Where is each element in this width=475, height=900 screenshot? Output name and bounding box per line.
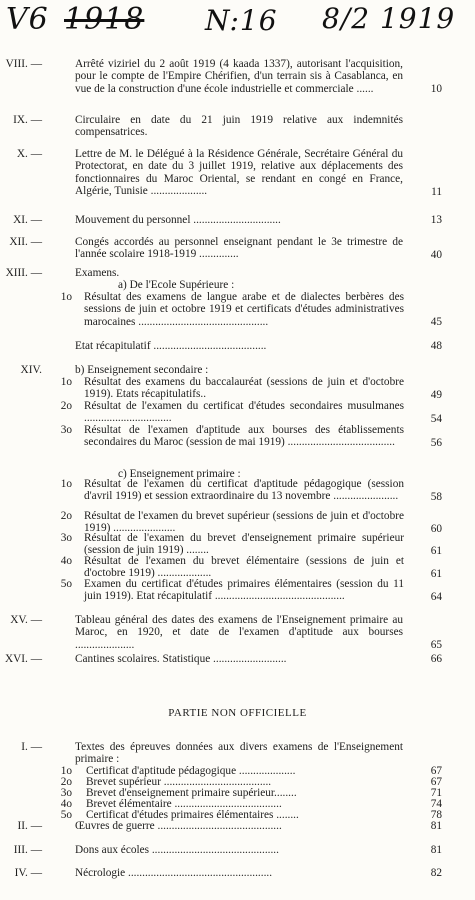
entry-text: Résultat des examens de langue arabe et de dialectes berbères des sessions de juin et octobre 1919 et certificats d'études administratives marocaines .............................................. bbox=[84, 291, 404, 328]
entry-number: XIV. bbox=[20, 364, 42, 376]
entry-text: Résultat de l'examen du brevet d'enseignement primaire supérieur (session de juin 1919) ........ bbox=[84, 532, 404, 557]
entry-page-number: 45 bbox=[430, 316, 442, 328]
entry-number: VIII. — bbox=[5, 58, 42, 70]
entry-page-number: 81 bbox=[430, 820, 442, 832]
entry-text: Résultat de l'examen du brevet élémentaire (sessions de juin et d'octobre 1919) ................... bbox=[84, 555, 404, 580]
entry-number: X. — bbox=[16, 148, 42, 160]
entry-page-number: 74 bbox=[430, 798, 442, 810]
entry-number: 4o bbox=[60, 555, 72, 567]
entry-page-number: 61 bbox=[430, 568, 442, 580]
entry-page-number: 10 bbox=[430, 83, 442, 95]
entry-text: c) Enseignement primaire : bbox=[118, 468, 241, 480]
entry-number: 3o bbox=[60, 787, 72, 799]
entry-number: IX. — bbox=[13, 114, 42, 126]
entry-number: II. — bbox=[17, 820, 42, 832]
entry-text: Circulaire en date du 21 juin 1919 relative aux indemnités compensatrices. bbox=[75, 114, 403, 139]
entry-number: 2o bbox=[60, 776, 72, 788]
entry-page-number: 82 bbox=[430, 867, 442, 879]
entry-page-number: 81 bbox=[430, 844, 442, 856]
handwritten-year-crossed: 1918 bbox=[64, 2, 145, 37]
entry-text: Congés accordés au personnel enseignant pendant le 3e trimestre de l'année scolaire 1918-1919 .............. bbox=[75, 236, 403, 261]
entry-page-number: 13 bbox=[430, 214, 442, 226]
entry-number: 1o bbox=[60, 478, 72, 490]
entry-page-number: 66 bbox=[430, 653, 442, 665]
entry-page-number: 11 bbox=[431, 186, 442, 198]
entry-number: 1o bbox=[60, 291, 72, 303]
entry-number: I. — bbox=[21, 741, 42, 753]
entry-text: Certificat d'aptitude pédagogique .................... bbox=[86, 765, 296, 777]
entry-page-number: 61 bbox=[430, 545, 442, 557]
entry-number: XII. — bbox=[9, 236, 42, 248]
entry-text: Cantines scolaires. Statistique .......................... bbox=[75, 653, 287, 665]
entry-page-number: 54 bbox=[430, 413, 442, 425]
entry-text: Dons aux écoles ............................................. bbox=[75, 844, 279, 856]
entry-number: 1o bbox=[60, 376, 72, 388]
entry-page-number: 40 bbox=[430, 249, 442, 261]
entry-number: 2o bbox=[60, 510, 72, 522]
handwritten-annotation bbox=[0, 2, 475, 42]
section-title: PARTIE NON OFFICIELLE bbox=[168, 707, 307, 719]
entry-number: XVI. — bbox=[4, 653, 42, 665]
entry-text: Mouvement du personnel ............................... bbox=[75, 214, 281, 226]
entry-text: Arrêté viziriel du 2 août 1919 (4 kaada 1337), autorisant l'acquisition, pour le compte de l'Empire Chérifien, d'un terrain sis à Casablanca, en vue de la construction d'une école industrielle et commerciale ...... bbox=[75, 58, 403, 95]
entry-number: XIII. — bbox=[5, 267, 42, 279]
entry-text: Œuvres de guerre ............................................ bbox=[75, 820, 282, 832]
entry-text: a) De l'Ecole Supérieure : bbox=[118, 279, 235, 291]
handwritten-number: N:16 bbox=[205, 4, 278, 37]
entry-text: Tableau général des dates des examens de l'Enseignement primaire au Maroc, en 1920, et date de l'examen d'aptitude aux bourses ..................... bbox=[75, 614, 403, 651]
entry-text: Textes des épreuves données aux divers examens de l'Enseignement primaire : bbox=[75, 741, 403, 766]
entry-number: 3o bbox=[60, 424, 72, 436]
entry-page-number: 65 bbox=[430, 639, 442, 651]
entry-text: Résultat de l'examen d'aptitude aux bourses des établissements secondaires du Maroc (session de mai 1919) ...................................... bbox=[84, 424, 404, 449]
entry-text: Résultat de l'examen du brevet supérieur (sessions de juin et d'octobre 1919) ...................... bbox=[84, 510, 404, 535]
handwritten-date: 8/2 1919 bbox=[322, 2, 456, 35]
entry-number: 5o bbox=[60, 809, 72, 821]
entry-text: Examens. bbox=[75, 267, 120, 279]
entry-text: Examen du certificat d'études primaires élémentaires (session du 11 juin 1919). Etat récapitulatif .............................................. bbox=[84, 578, 404, 603]
entry-number: 5o bbox=[60, 578, 72, 590]
entry-text: Résultat des examens du baccalauréat (sessions de juin et d'octobre 1919). Etats récapitulatifs.. bbox=[84, 376, 404, 401]
entry-page-number: 49 bbox=[430, 389, 442, 401]
entry-text: Nécrologie ................................................... bbox=[75, 867, 273, 879]
entry-text: Résultat de l'examen du certificat d'études secondaires musulmanes ............................... bbox=[84, 400, 404, 425]
entry-page-number: 64 bbox=[430, 591, 442, 603]
entry-page-number: 78 bbox=[430, 809, 442, 821]
entry-page-number: 58 bbox=[430, 491, 442, 503]
entry-text: Brevet d'enseignement primaire supérieur........ bbox=[86, 787, 297, 799]
entry-number: XV. — bbox=[10, 614, 42, 626]
entry-text: Brevet élémentaire ...................................... bbox=[86, 798, 282, 810]
entry-text: Brevet supérieur ...................................... bbox=[86, 776, 272, 788]
entry-page-number: 48 bbox=[430, 340, 442, 352]
entry-page-number: 67 bbox=[430, 765, 442, 777]
entry-page-number: 67 bbox=[430, 776, 442, 788]
entry-number: 3o bbox=[60, 532, 72, 544]
entry-text: Etat récapitulatif ........................................ bbox=[75, 340, 267, 352]
entry-text: Lettre de M. le Délégué à la Résidence Générale, Secrétaire Général du Protectorat, en date du 3 juillet 1919, relative aux déplacements des fonctionnaires du Maroc Oriental, se rendant en congé en France, Algérie, Tunisie .................... bbox=[75, 148, 403, 198]
entry-number: 4o bbox=[60, 798, 72, 810]
handwritten-v: V6 bbox=[6, 2, 49, 37]
entry-page-number: 56 bbox=[430, 437, 442, 449]
entry-number: 2o bbox=[60, 400, 72, 412]
entry-text: Résultat de l'examen du certificat d'aptitude pédagogique (session d'avril 1919) et session extraordinaire du 13 novembre ....................... bbox=[84, 478, 404, 503]
entry-page-number: 71 bbox=[430, 787, 442, 799]
entry-number: XI. — bbox=[13, 214, 42, 226]
entry-number: 1o bbox=[60, 765, 72, 777]
entry-number: IV. — bbox=[14, 867, 42, 879]
entry-number: III. — bbox=[13, 844, 42, 856]
entry-page-number: 60 bbox=[430, 523, 442, 535]
entry-text: b) Enseignement secondaire : bbox=[75, 364, 209, 376]
entry-text: Certificat d'études primaires élémentaires ........ bbox=[86, 809, 299, 821]
